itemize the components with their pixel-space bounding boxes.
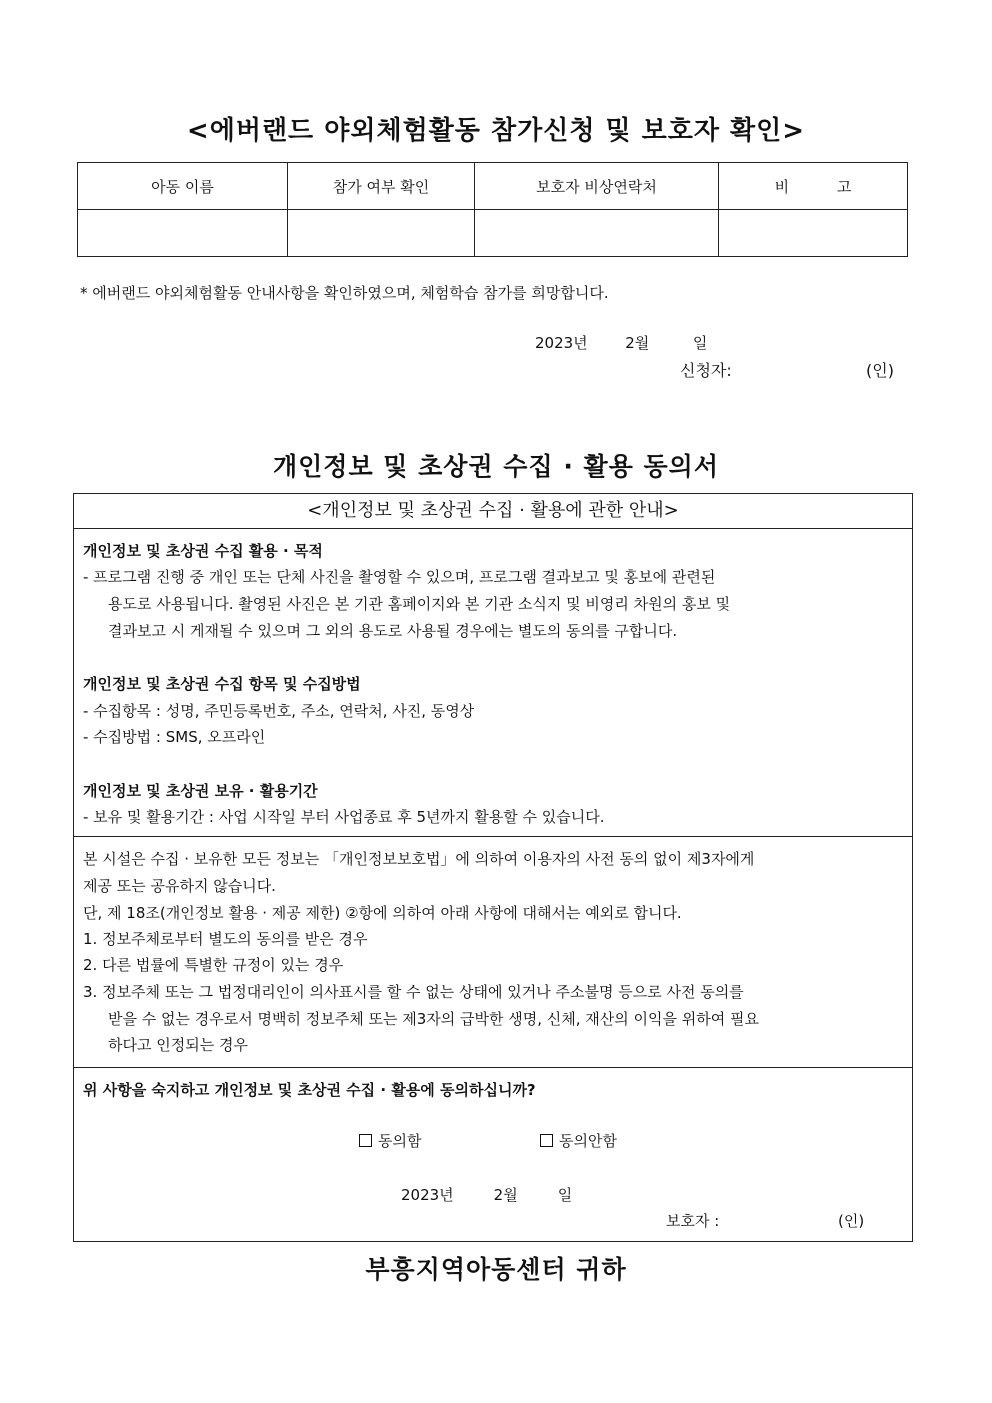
guardian-label: 보호자 :	[666, 1212, 720, 1230]
agree-checkbox[interactable]	[359, 1134, 372, 1147]
purpose-heading: 개인정보 및 초상권 수집 활용 · 목적	[83, 542, 323, 560]
application-table	[77, 162, 908, 257]
exception-item-cont: 하다고 인정되는 경우	[108, 1036, 248, 1054]
recipient-footer: 부흥지역아동센터 귀하	[365, 1255, 627, 1284]
consent-question: 위 사항을 숙지하고 개인정보 및 초상권 수집 · 활용에 동의하십니까?	[83, 1081, 536, 1099]
apply-day: 일	[692, 334, 708, 352]
retention-heading: 개인정보 및 초상권 보유 · 활용기간	[83, 782, 318, 800]
apply-month: 2월	[625, 334, 650, 352]
col-header-participation: 참가 여부 확인	[288, 163, 475, 210]
cell-participation[interactable]	[288, 210, 475, 257]
consent-year: 2023년	[401, 1186, 454, 1204]
exception-item: 3. 정보주체 또는 그 법정대리인이 의사표시를 할 수 없는 상태에 있거나 주소불명 등으로 사전 동의를	[83, 983, 744, 1001]
form-title: <에버랜드 야외체험활동 참가신청 및 보호자 확인>	[186, 116, 806, 146]
disagree-label: 동의안함	[559, 1132, 617, 1150]
exception-item: 2. 다른 법률에 특별한 규정이 있는 경우	[83, 956, 344, 974]
applicant-label: 신청자:	[680, 361, 732, 380]
consent-section	[73, 1067, 913, 1242]
agree-option[interactable]	[359, 1130, 421, 1151]
purpose-line: - 프로그램 진행 중 개인 또는 단체 사진을 촬영할 수 있으며, 프로그램 결과보고 및 홍보에 관련된	[83, 568, 716, 586]
sharing-line: 제공 또는 공유하지 않습니다.	[83, 877, 276, 895]
disagree-checkbox[interactable]	[540, 1134, 553, 1147]
consent-month: 2월	[493, 1186, 518, 1204]
guide-section	[73, 528, 913, 837]
apply-date	[535, 332, 707, 353]
guardian-seal: (인)	[838, 1212, 865, 1230]
guide-header: <개인정보 및 초상권 수집 · 활용에 관한 안내>	[73, 493, 913, 529]
purpose-line: 결과보고 시 게재될 수 있으며 그 외의 용도로 사용될 경우에는 별도의 동의를 구합니다.	[108, 622, 678, 640]
items-line: - 수집방법 : SMS, 오프라인	[83, 728, 266, 746]
exception-item: 1. 정보주체로부터 별도의 동의를 받은 경우	[83, 930, 368, 948]
consent-date	[401, 1184, 572, 1205]
exception-item-cont: 받을 수 없는 경우로서 명백히 정보주체 또는 제3자의 급박한 생명, 신체, 재산의 이익을 위하여 필요	[108, 1010, 759, 1028]
items-heading: 개인정보 및 초상권 수집 항목 및 수집방법	[83, 675, 361, 693]
agree-label: 동의함	[378, 1132, 422, 1150]
consent-day: 일	[557, 1186, 573, 1204]
purpose-line: 용도로 사용됩니다. 촬영된 사진은 본 기관 홈페이지와 본 기관 소식지 및 비영리 차원의 홍보 및	[108, 595, 731, 613]
items-line: - 수집항목 : 성명, 주민등록번호, 주소, 연락처, 사진, 동영상	[83, 702, 475, 720]
disagree-option[interactable]	[540, 1130, 617, 1151]
col-header-child-name: 아동 이름	[78, 163, 288, 210]
apply-year: 2023년	[535, 334, 588, 352]
retention-line: - 보유 및 활용기간 : 사업 시작일 부터 사업종료 후 5년까지 활용할 수 있습니다.	[83, 808, 605, 826]
cell-emergency-contact[interactable]	[475, 210, 719, 257]
sharing-line: 본 시설은 수집 · 보유한 모든 정보는 「개인정보보호법」에 의하여 이용자의 사전 동의 없이 제3자에게	[83, 850, 755, 868]
cell-remarks[interactable]	[719, 210, 908, 257]
participation-note: * 에버랜드 야외체험활동 안내사항을 확인하였으며, 체험학습 참가를 희망합니다.	[80, 284, 609, 302]
applicant-seal: (인)	[866, 361, 894, 380]
col-header-emergency-contact: 보호자 비상연락처	[475, 163, 719, 210]
sharing-line: 단, 제 18조(개인정보 활용 · 제공 제한) ②항에 의하여 아래 사항에 대해서는 예외로 합니다.	[83, 904, 682, 922]
consent-form-title: 개인정보 및 초상권 수집 · 활용 동의서	[273, 452, 719, 481]
col-header-remarks: 비 고	[719, 163, 908, 210]
cell-child-name[interactable]	[78, 210, 288, 257]
sharing-section	[73, 836, 913, 1068]
